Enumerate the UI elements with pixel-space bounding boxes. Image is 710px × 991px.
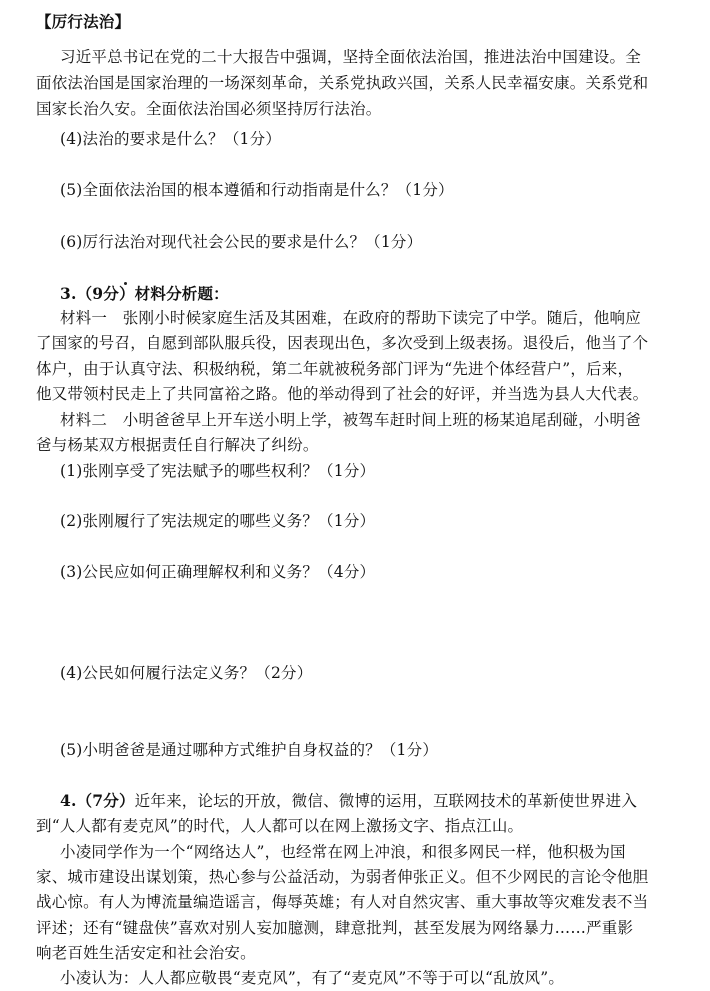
problem-4-line: 评述；还有“键盘侠”喜欢对别人妄加臆测，肆意批判，甚至发展为网络暴力……严重影 [36,919,634,937]
problem-4-line: 战心惊。有人为博流量编造谣言，侮辱英雄；有人对自然灾害、重大事故等灾难发表不当 [36,893,649,911]
section-title: 【厉行法治】 [36,12,131,31]
material-1-line: 他又带领村民走上了共同富裕之路。他的举动得到了社会的好评，并当选为县人大代表。 [36,385,649,403]
problem-4-line: 响老百姓生活安定和社会治安。 [36,944,256,962]
problem-3-question-3: (3)公民应如何正确理解权利和义务？（4分） [60,563,376,581]
problem-4-number: 4.（7分） [60,791,135,810]
problem-4-text: 近年来，论坛的开放，微信、微博的运用，互联网技术的革新使世界进入 [134,792,638,810]
problem-4-line: 小凌认为：人人都应敬畏“麦克风”，有了“麦克风”不等于可以“乱放风”。 [60,969,565,987]
intro-line: 国家长治久安。全面依法治国必须坚持厉行法治。 [36,100,382,118]
intro-line: 习近平总书记在党的二十大报告中强调，坚持全面依法治国，推进法治中国建设。全 [60,48,641,66]
material-1-line: 材料一 张刚小时候家庭生活及其困难，在政府的帮助下读完了中学。随后，他响应 [60,309,641,327]
problem-4-line: 小凌同学作为一个“网络达人”，也经常在网上冲浪，和很多网民一样，他积极为国 [60,843,626,861]
problem-3-question-5: (5)小明爸爸是通过哪种方式维护自身权益的？（1分） [60,741,439,759]
question-5: (5)全面依法治国的根本遵循和行动指南是什么？（1分） [60,181,454,199]
problem-4-line [60,791,637,811]
question-4: (4)法治的要求是什么？（1分） [60,130,282,148]
material-1-line: 体户，由于认真守法、积极纳税，第二年就被税务部门评为“先进个体经营户”，后来， [36,360,634,378]
question-6: (6)厉行法治对现代社会公民的要求是什么？（1分） [60,233,423,251]
intro-line: 面依法治国是国家治理的一场深刻革命，关系党执政兴国，关系人民幸福安康。关系党和 [36,74,649,92]
problem-4-line: 到“人人都有麦克风”的时代，人人都可以在网上激扬文字、指点江山。 [36,817,524,835]
material-1-line: 了国家的号召，自愿到部队服兵役，因表现出色，多次受到上级表扬。退役后，他当了个 [36,334,649,352]
problem-3-question-2: (2)张刚履行了宪法规定的哪些义务？（1分） [60,512,376,530]
problem-3-question-4: (4)公民如何履行法定义务？（2分） [60,664,313,682]
problem-3-title: 3.（9分）材料分析题： [60,284,229,303]
material-2-line: 材料二 小明爸爸早上开车送小明上学，被驾车赶时间上班的杨某追尾刮碰，小明爸 [60,411,641,429]
problem-4-line: 家、城市建设出谋划策，热心参与公益活动，为弱者伸张正义。但不少网民的言论令他胆 [36,868,649,886]
problem-3-question-1: (1)张刚享受了宪法赋予的哪些权利？（1分） [60,462,376,480]
material-2-line: 爸与杨某双方根据责任自行解决了纠纷。 [36,436,319,454]
